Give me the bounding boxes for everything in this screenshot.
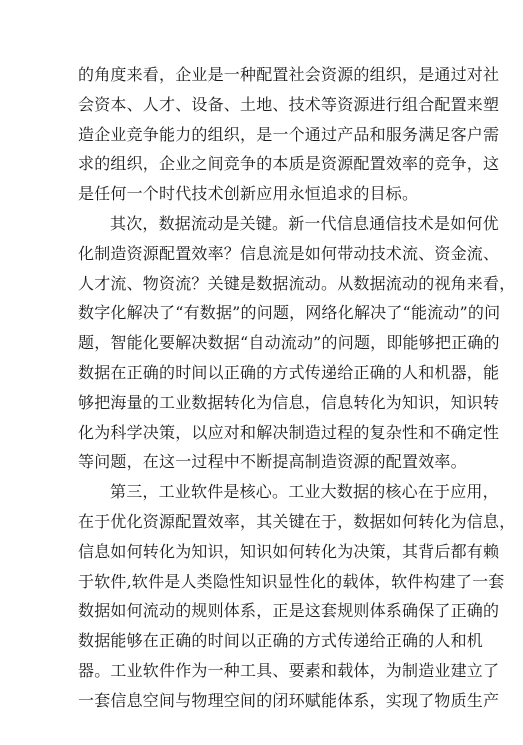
text-line: 数据如何流动的规则体系，正是这套规则体系确保了正确的 <box>78 601 500 621</box>
text-line: 信息如何转化为知识，知识如何转化为决策，其背后都有赖 <box>78 541 500 561</box>
text-line: 化为科学决策，以应对和解决制造过程的复杂性和不确定性 <box>78 422 500 442</box>
text-line: 其次，数据流动是关键。新一代信息通信技术是如何优 <box>110 213 499 233</box>
text-line: 第三，工业软件是核心。工业大数据的核心在于应用， <box>110 482 499 502</box>
text-line: 数据在正确的时间以正确的方式传递给正确的人和机器，能 <box>78 362 500 382</box>
text-line: 等问题，在这一过程中不断提高制造资源的配置效率。 <box>78 452 467 472</box>
text-line: 题，智能化要解决数据“自动流动”的问题，即能够把正确的 <box>78 333 500 353</box>
text-line: 求的组织，企业之间竞争的本质是资源配置效率的竞争，这 <box>78 154 500 174</box>
text-line: 在于优化资源配置效率，其关键在于，数据如何转化为信息， <box>78 511 516 531</box>
text-line: 造企业竞争能力的组织，是一个通过产品和服务满足客户需 <box>78 124 500 144</box>
paragraph-1 <box>78 60 500 209</box>
text-line: 于软件,软件是人类隐性知识显性化的载体，软件构建了一套 <box>78 571 505 591</box>
text-line: 化制造资源配置效率？信息流是如何带动技术流、资金流、 <box>78 243 500 263</box>
text-line: 数据能够在正确的时间以正确的方式传递给正确的人和机 <box>78 631 484 651</box>
text-line: 的角度来看，企业是一种配置社会资源的组织，是通过对社 <box>78 65 500 84</box>
text-line: 会资本、人才、设备、土地、技术等资源进行组合配置来塑 <box>78 94 500 114</box>
text-line: 器。工业软件作为一种工具、要素和载体，为制造业建立了 <box>78 660 500 680</box>
paragraph-2 <box>78 209 516 477</box>
text-line: 数字化解决了“有数据”的问题，网络化解决了“能流动”的问 <box>78 303 501 323</box>
paragraph-3 <box>78 477 516 715</box>
text-line: 一套信息空间与物理空间的闭环赋能体系，实现了物质生产 <box>78 690 500 710</box>
text-line: 是任何一个时代技术创新应用永恒追求的目标。 <box>78 184 419 204</box>
document-body <box>78 60 516 716</box>
text-line: 够把海量的工业数据转化为信息，信息转化为知识，知识转 <box>78 392 500 412</box>
text-line: 人才流、物资流？关键是数据流动。从数据流动的视角来看， <box>78 273 516 293</box>
